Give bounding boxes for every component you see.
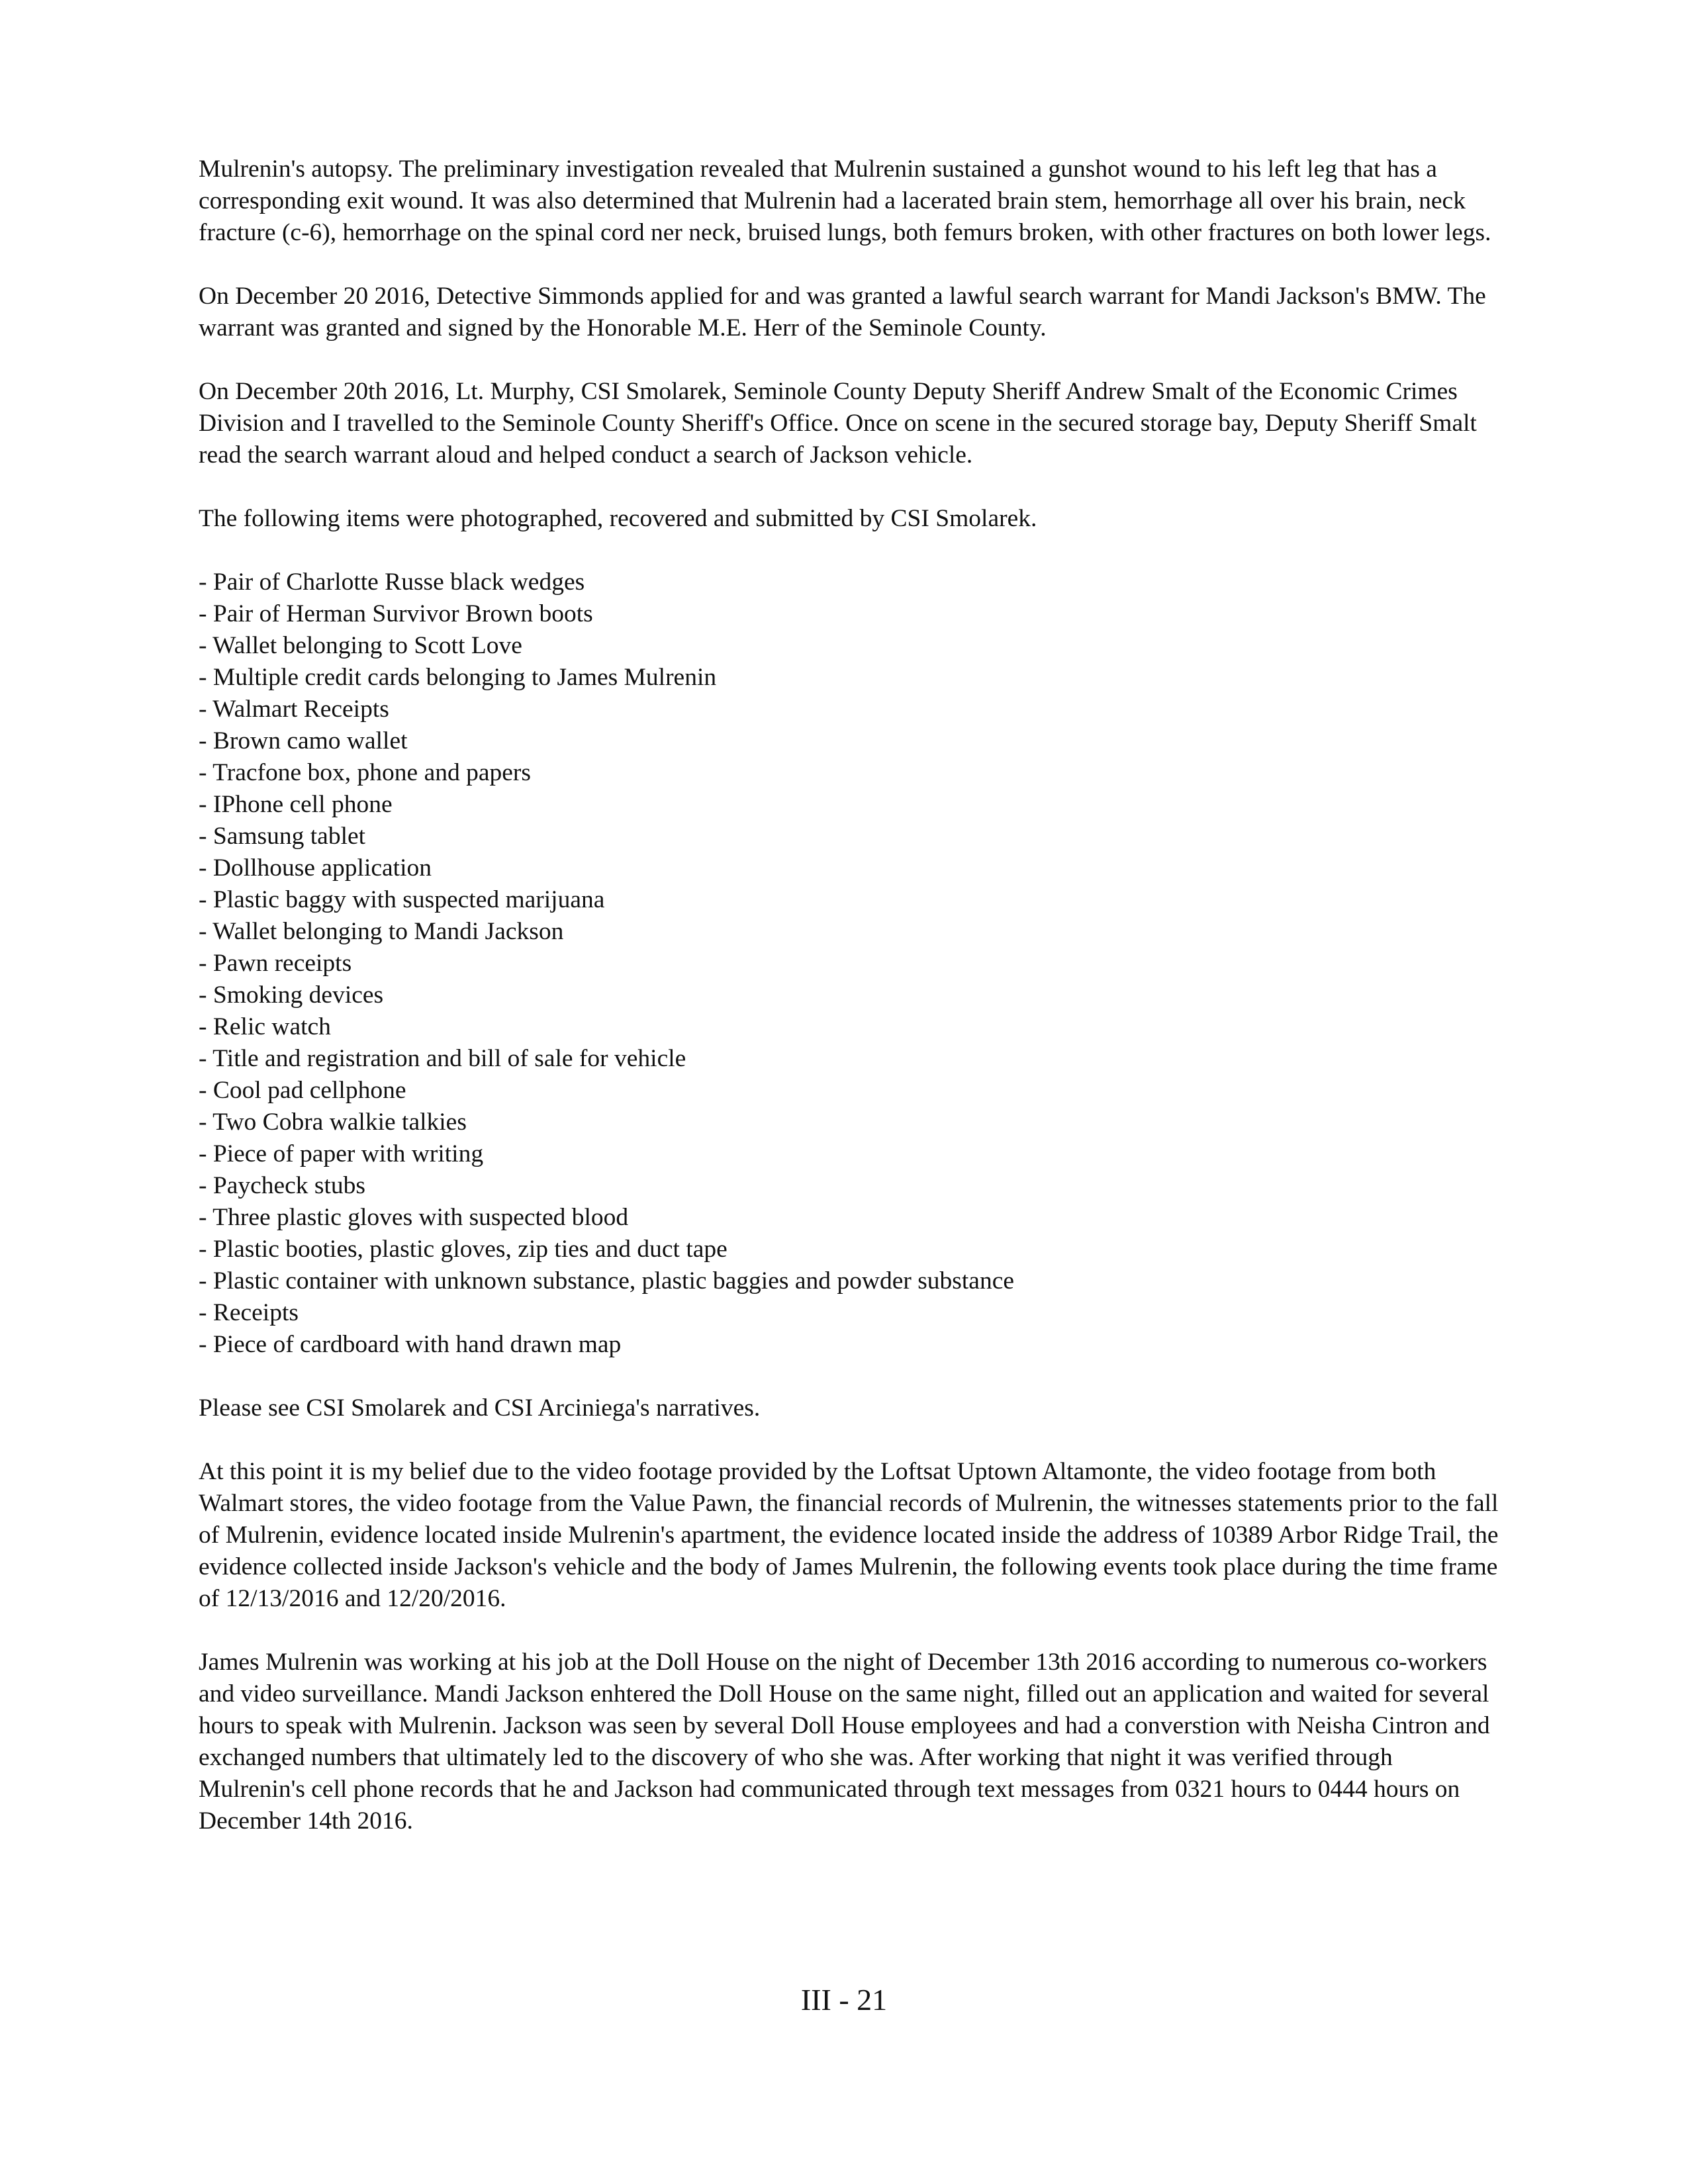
list-item: - Pair of Herman Survivor Brown boots	[199, 600, 593, 627]
list-item: - Piece of cardboard with hand drawn map	[199, 1331, 622, 1358]
list-item: - Wallet belonging to Scott Love	[199, 632, 522, 659]
evidence-list	[199, 567, 1503, 1361]
list-item: - Two Cobra walkie talkies	[199, 1109, 467, 1136]
list-item: - Wallet belonging to Mandi Jackson	[199, 918, 564, 945]
list-item: - Plastic container with unknown substance, plastic baggies and powder substance	[199, 1267, 1014, 1295]
list-item: - Receipts	[199, 1299, 299, 1326]
narratives-reference-paragraph: Please see CSI Smolarek and CSI Arciniega's narratives.	[199, 1394, 761, 1422]
doll-house-paragraph: James Mulrenin was working at his job at the Doll House on the night of December 13th 2016 according to numerous co-workers and video surveillance. Mandi Jackson enhtered the Doll House on the same night, filled out an application and waited for several hours to speak with Mulrenin. Jackson was seen by several Doll House employees and had a converstion with Neisha Cintron and exchanged numbers that ultimately led to the discovery of who she was. After working that night it was verified through Mulrenin's cell phone records that he and Jackson had communicated through text messages from 0321 hours to 0444 hours on December 14th 2016.	[199, 1649, 1490, 1835]
belief-summary-paragraph: At this point it is my belief due to the video footage provided by the Loftsat Uptown Altamonte, the video footage from both Walmart stores, the video footage from the Value Pawn, the financial records of Mulrenin, the witnesses statements prior to the fall of Mulrenin, evidence located inside Mulrenin's apartment, the evidence located inside the address of 10389 Arbor Ridge Trail, the evidence collected inside Jackson's vehicle and the body of James Mulrenin, the following events took place during the time frame of 12/13/2016 and 12/20/2016.	[199, 1458, 1499, 1612]
list-item: - Three plastic gloves with suspected blood	[199, 1204, 629, 1231]
autopsy-paragraph: Mulrenin's autopsy. The preliminary investigation revealed that Mulrenin sustained a gunshot wound to his left leg that has a corresponding exit wound. It was also determined that Mulrenin had a lacerated brain stem, hemorrhage all over his brain, neck fracture (c-6), hemorrhage on the spinal cord ner neck, bruised lungs, both femurs broken, with other fractures on both lower legs.	[199, 156, 1491, 246]
list-item: - Cool pad cellphone	[199, 1077, 406, 1104]
list-item: - Relic watch	[199, 1013, 331, 1040]
list-item: - Plastic booties, plastic gloves, zip ties and duct tape	[199, 1236, 727, 1263]
list-item: - IPhone cell phone	[199, 791, 393, 818]
search-warrant-paragraph: On December 20 2016, Detective Simmonds applied for and was granted a lawful search warrant for Mandi Jackson's BMW. The warrant was granted and signed by the Honorable M.E. Herr of the Seminole County.	[199, 283, 1486, 341]
list-item: - Tracfone box, phone and papers	[199, 759, 531, 786]
list-item: - Pawn receipts	[199, 950, 352, 977]
list-item: - Paycheck stubs	[199, 1172, 366, 1199]
list-item: - Multiple credit cards belonging to James Mulrenin	[199, 664, 717, 691]
search-conduct-paragraph: On December 20th 2016, Lt. Murphy, CSI Smolarek, Seminole County Deputy Sheriff Andrew Smalt of the Economic Crimes Division and I travelled to the Seminole County Sheriff's Office. Once on scene in the secured storage bay, Deputy Sheriff Smalt read the search warrant aloud and helped conduct a search of Jackson vehicle.	[199, 378, 1477, 469]
list-item: - Pair of Charlotte Russe black wedges	[199, 569, 585, 596]
list-item: - Piece of paper with writing	[199, 1140, 484, 1167]
list-item: - Walmart Receipts	[199, 696, 389, 723]
items-intro-paragraph: The following items were photographed, recovered and submitted by CSI Smolarek.	[199, 505, 1037, 532]
page-number: III - 21	[800, 1983, 888, 2017]
list-item: - Brown camo wallet	[199, 727, 408, 754]
list-item: - Samsung tablet	[199, 823, 366, 850]
list-item: - Smoking devices	[199, 981, 384, 1009]
document-body	[199, 154, 1503, 1869]
list-item: - Title and registration and bill of sale for vehicle	[199, 1045, 686, 1072]
list-item: - Dollhouse application	[199, 854, 432, 882]
list-item: - Plastic baggy with suspected marijuana	[199, 886, 605, 913]
